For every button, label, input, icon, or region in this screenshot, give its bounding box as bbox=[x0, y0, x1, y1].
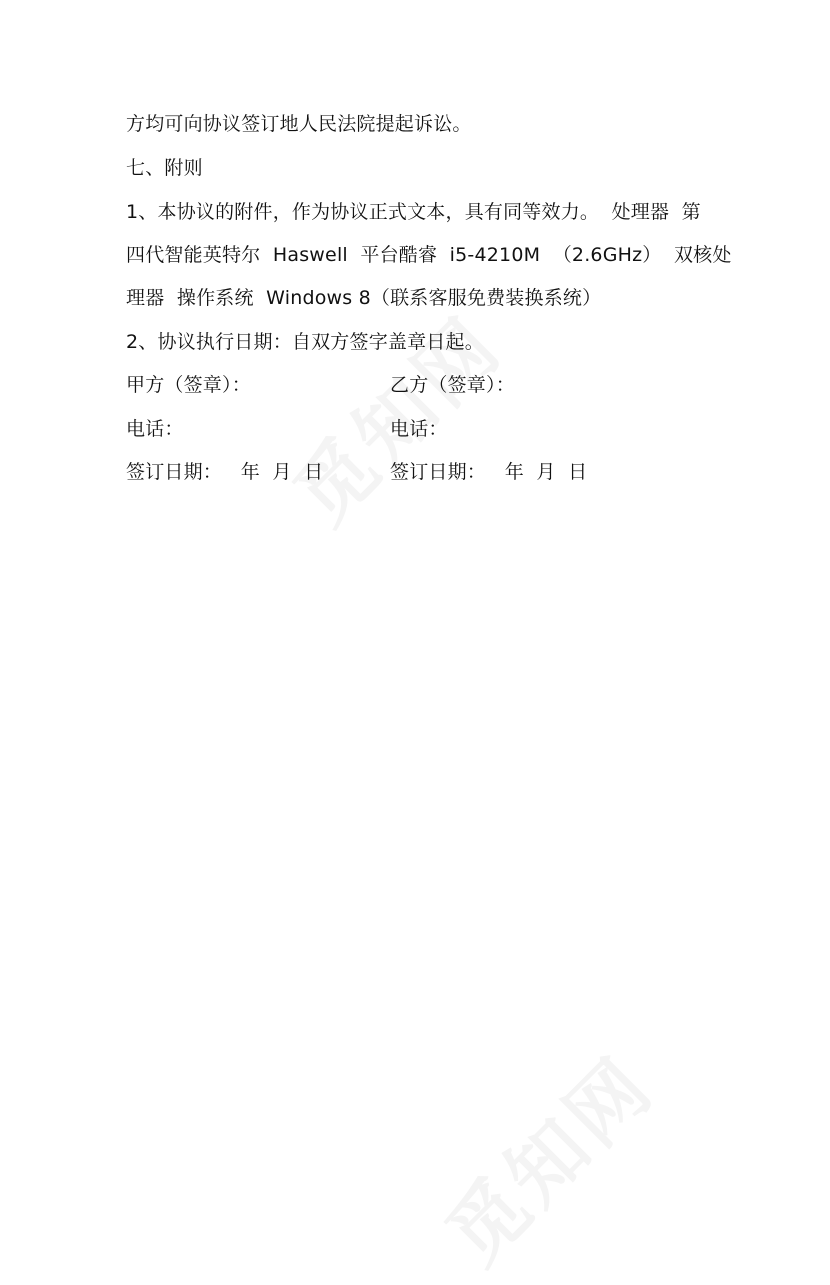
text-line-6: 2、协议执行日期：自双方签字盖章日起。 bbox=[126, 331, 484, 353]
watermark-top bbox=[265, 287, 522, 544]
text-line-4: 四代智能英特尔 Haswell 平台酷睿 i5-4210M （2.6GHz） 双核处 bbox=[126, 244, 732, 266]
party-b-signature-label: 乙方（签章）： bbox=[390, 374, 515, 396]
party-b-date-label: 签订日期： 年 月 日 bbox=[390, 461, 588, 483]
party-a-phone-label: 电话： bbox=[126, 418, 184, 440]
party-b-phone-label: 电话： bbox=[390, 418, 448, 440]
text-line-5: 理器 操作系统 Windows 8（联系客服免费装换系统） bbox=[126, 287, 602, 309]
text-line-1: 方均可向协议签订地人民法院提起诉讼。 bbox=[126, 113, 472, 135]
section-heading: 七、附则 bbox=[126, 157, 203, 179]
watermark-bottom bbox=[417, 1027, 674, 1284]
party-a-signature-label: 甲方（签章）： bbox=[126, 374, 251, 396]
text-line-3: 1、本协议的附件，作为协议正式文本，具有同等效力。 处理器 第 bbox=[126, 201, 701, 223]
party-a-date-label: 签订日期： 年 月 日 bbox=[126, 461, 324, 483]
